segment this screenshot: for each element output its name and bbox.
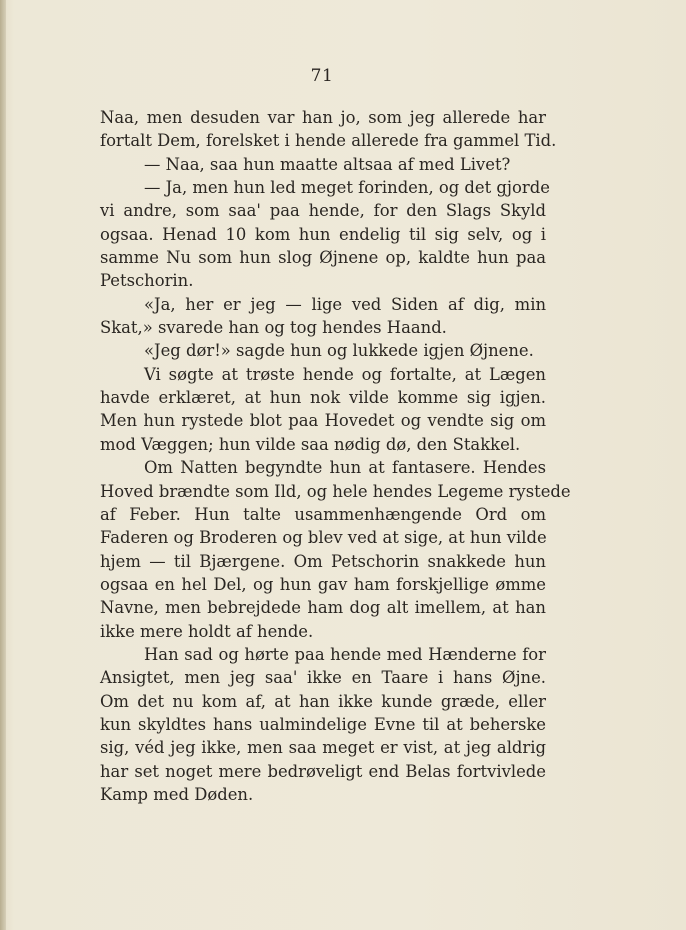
text-line: Navne, men bebrejdede ham dog alt imellem, at han [100,598,546,618]
text-line: ogsaa en hel Del, og hun gav ham forskjellige ømme [100,574,546,594]
text-line: vi andre, som saa' paa hende, for den Slags Skyld [100,201,546,221]
text-line: kun skyldtes hans ualmindelige Evne til at beherske [100,714,546,734]
text-line: ikke mere holdt af hende. [100,621,314,641]
text-line: ogsaa. Henad 10 kom hun endelig til sig selv, og i [100,224,546,244]
text-line: Hoved brændte som Ild, og hele hendes Legeme rystede [100,481,571,501]
body-text [100,106,571,806]
text-line: — Naa, saa hun maatte altsaa af med Livet? [144,154,511,174]
text-line: havde erklæret, at hun nok vilde komme sig igjen. [100,388,546,408]
text-line: Han sad og hørte paa hende med Hænderne for [144,644,546,664]
text-line: «Jeg dør!» sagde hun og lukkede igjen Øjnene. [144,341,534,361]
text-line: samme Nu som hun slog Øjnene op, kaldte hun paa [100,248,546,268]
text-line: Skat,» svarede han og tog hendes Haand. [100,318,447,338]
text-line: Kamp med Døden. [100,784,254,804]
text-line: Om Natten begyndte hun at fantasere. Hendes [144,458,546,478]
text-line: Vi søgte at trøste hende og fortalte, at Lægen [144,364,546,384]
text-line: sig, véd jeg ikke, men saa meget er vist, at jeg aldrig [100,738,546,758]
text-line: har set noget mere bedrøveligt end Belas fortvivlede [100,761,546,781]
text-line: mod Væggen; hun vilde saa nødig dø, den Stakkel. [100,434,521,454]
text-line: — Ja, men hun led meget forinden, og det gjorde [144,178,550,198]
page-number: 71 [310,66,334,86]
page-binding-edge [0,0,6,930]
text-line: hjem — til Bjærgene. Om Petschorin snakkede hun [100,551,546,571]
text-line: Naa, men desuden var han jo, som jeg allerede har [100,108,546,127]
text-line: Ansigtet, men jeg saa' ikke en Taare i hans Øjne. [100,668,546,688]
text-line: Men hun rystede blot paa Hovedet og vendte sig om [100,411,546,431]
text-line: «Ja, her er jeg — lige ved Siden af dig, min [144,294,546,314]
text-line: af Feber. Hun talte usammenhængende Ord om [100,504,546,524]
text-line: Om det nu kom af, at han ikke kunde græde, eller [100,691,546,711]
text-line: Petschorin. [100,271,194,291]
text-line: fortalt Dem, forelsket i hende allerede fra gammel Tid. [100,131,557,151]
text-line: Faderen og Broderen og blev ved at sige, at hun vilde [100,528,547,548]
